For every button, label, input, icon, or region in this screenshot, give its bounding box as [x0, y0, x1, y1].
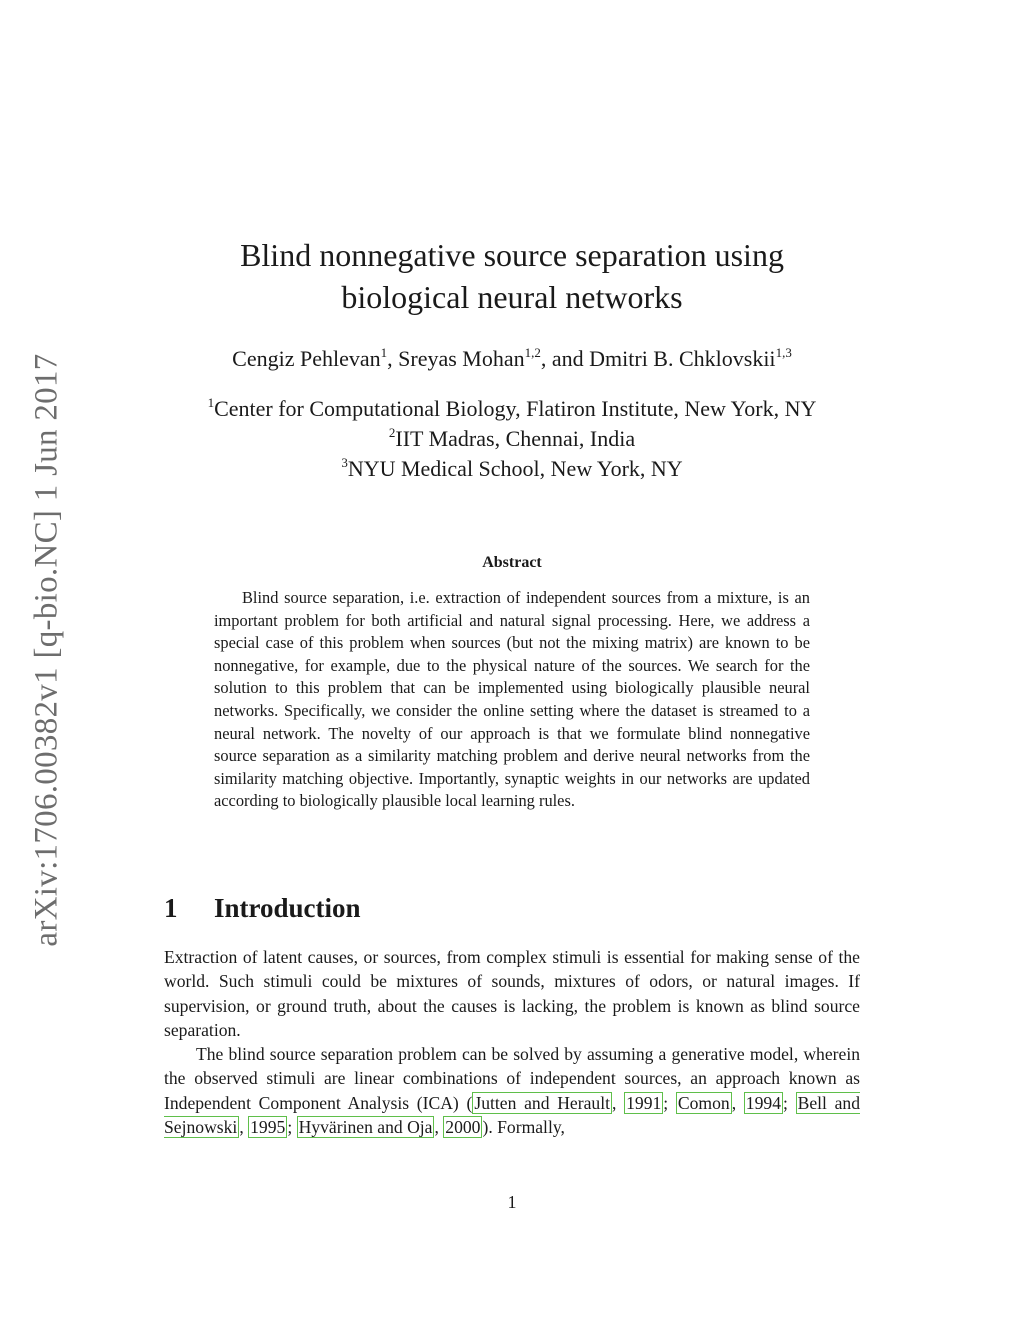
- title-line-2: biological neural networks: [341, 279, 683, 315]
- author-2-name: Sreyas Mohan: [398, 346, 525, 371]
- citation-link-1991[interactable]: 1991: [626, 1092, 662, 1113]
- affiliation-2-text: IIT Madras, Chennai, India: [395, 426, 636, 451]
- paper-title: [160, 234, 864, 318]
- affiliation-1: [140, 394, 884, 424]
- citation-separator: ,: [611, 1092, 625, 1113]
- author-3-affil: 1,3: [775, 345, 792, 360]
- author-2-affil: 1,2: [524, 345, 541, 360]
- citation-link-comon[interactable]: Comon: [677, 1092, 730, 1113]
- arxiv-identifier-stamp: arXiv:1706.00382v1 [q-bio.NC] 1 Jun 2017: [28, 353, 65, 947]
- author-1-name: Cengiz Pehlevan: [232, 346, 381, 371]
- intro-paragraph-1: Extraction of latent causes, or sources, from complex stimuli is essential for making sense of the world. Such stimuli could be mixtures of sounds, mixtures of odors, or natural images. If supervision, or ground truth, about the causes is lacking, the problem is known as blind source separation.: [164, 947, 860, 1040]
- intro-paragraph-2: [164, 1042, 860, 1139]
- citation-link-1995[interactable]: 1995: [250, 1116, 286, 1137]
- citation-link-1994[interactable]: 1994: [745, 1092, 781, 1113]
- affiliation-3-marker: 3: [341, 455, 348, 470]
- citation-separator: ;: [782, 1092, 796, 1113]
- citation-link-bell-sejnowski[interactable]: Bell and Sejnowski: [164, 1092, 861, 1137]
- page-number: 1: [507, 1192, 517, 1212]
- affiliation-1-text: Center for Computational Biology, Flatiron Institute, New York, NY: [214, 396, 817, 421]
- citation-separator: ;: [287, 1116, 297, 1137]
- citation-link-jutten-herault[interactable]: Jutten and Herault: [474, 1092, 610, 1113]
- citation-link-2000[interactable]: 2000: [445, 1116, 481, 1137]
- citation-separator: ;: [663, 1092, 676, 1113]
- author-list: Cengiz Pehlevan$^1$, Sreyas Mohan$^{1,2}$, and Dmitri B. Chklovskii$^{1,3}$: [232, 345, 792, 371]
- affiliation-3: [140, 454, 884, 484]
- paragraph-2-lead: The blind source separation problem can be solved by assuming a generative model, wherein the observed stimuli are linear combinations of independent sources, an approach known as Independent Component Analysis (ICA) (: [164, 1044, 860, 1113]
- affiliation-1-marker: 1: [207, 395, 215, 410]
- author-1-affil: 1: [380, 345, 388, 360]
- affiliation-3-text: NYU Medical School, New York, NY: [347, 456, 683, 481]
- paragraph-2-tail: ). Formally,: [482, 1116, 565, 1137]
- section-title: Introduction: [214, 893, 361, 923]
- section-number: 1: [164, 893, 178, 923]
- abstract-text: Blind source separation, i.e. extraction of independent sources from a mixture, is an important problem for both artificial and natural signal processing. Here, we address a special case of this problem when sources (but not the mixing matrix) are known to be nonnegative, for example, due to the physical nature of the sources. We search for the solution to this problem that can be implemented using biologically plausible neural networks. Specifically, we consider the online setting where the dataset is streamed to a neural network. The novelty of our approach is that we formulate blind nonnegative source separation as a similarity matching problem and derive neural networks from the similarity matching objective. Importantly, synaptic weights in our networks are updated according to biologically plausible local learning rules.: [214, 588, 810, 811]
- section-heading-introduction: [164, 893, 361, 924]
- citation-separator: ,: [239, 1116, 249, 1137]
- citation-separator: ,: [434, 1116, 444, 1137]
- abstract-heading: Abstract: [482, 554, 542, 571]
- affiliation-2: [140, 424, 884, 454]
- affiliation-2-marker: 2: [388, 425, 396, 440]
- citation-link-hyvarinen-oja[interactable]: Hyvärinen and Oja: [298, 1116, 433, 1137]
- citation-separator: ,: [731, 1092, 744, 1113]
- title-line-1: Blind nonnegative source separation using: [240, 237, 784, 273]
- author-3-name: and Dmitri B. Chklovskii: [551, 346, 776, 371]
- affiliations: [140, 394, 884, 484]
